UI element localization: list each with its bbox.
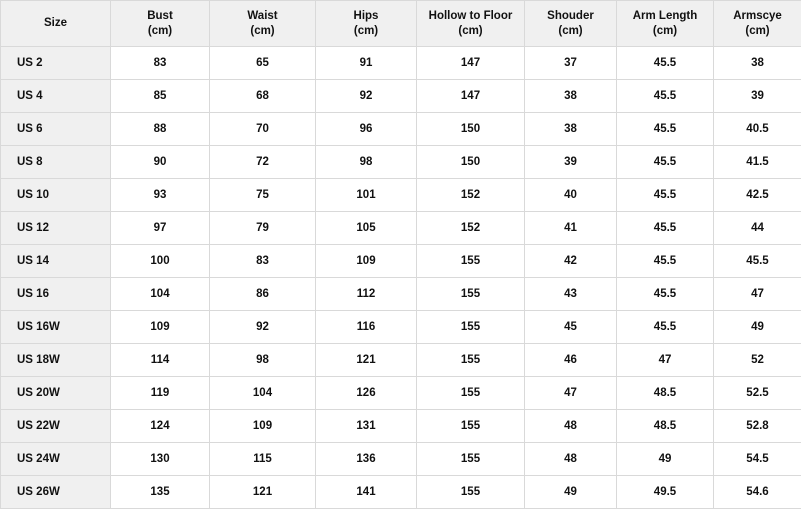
- measurement-cell: 39: [714, 80, 801, 113]
- measurement-cell: 121: [210, 476, 316, 509]
- measurement-cell: 112: [316, 278, 417, 311]
- measurement-cell: 131: [316, 410, 417, 443]
- measurement-cell: 42.5: [714, 179, 801, 212]
- table-row: [1, 212, 801, 245]
- size-label-cell: US 14: [1, 245, 111, 278]
- measurement-cell: 104: [111, 278, 210, 311]
- measurement-cell: 42: [525, 245, 617, 278]
- column-header-unit: (cm): [316, 24, 416, 38]
- table-row: [1, 410, 801, 443]
- measurement-cell: 79: [210, 212, 316, 245]
- measurement-cell: 124: [111, 410, 210, 443]
- measurement-cell: 155: [417, 476, 525, 509]
- measurement-cell: 75: [210, 179, 316, 212]
- table-row: [1, 344, 801, 377]
- column-header-hollow-to-floor: [417, 1, 525, 47]
- size-label-cell: US 24W: [1, 443, 111, 476]
- measurement-cell: 98: [210, 344, 316, 377]
- measurement-cell: 155: [417, 443, 525, 476]
- table-row: [1, 476, 801, 509]
- measurement-cell: 49: [617, 443, 714, 476]
- table-row: [1, 311, 801, 344]
- measurement-cell: 90: [111, 146, 210, 179]
- measurement-cell: 54.6: [714, 476, 801, 509]
- measurement-cell: 96: [316, 113, 417, 146]
- measurement-cell: 155: [417, 278, 525, 311]
- measurement-cell: 54.5: [714, 443, 801, 476]
- measurement-cell: 45.5: [617, 245, 714, 278]
- column-header-waist: [210, 1, 316, 47]
- measurement-cell: 47: [525, 377, 617, 410]
- measurement-cell: 155: [417, 344, 525, 377]
- measurement-cell: 46: [525, 344, 617, 377]
- measurement-cell: 104: [210, 377, 316, 410]
- measurement-cell: 72: [210, 146, 316, 179]
- measurement-cell: 70: [210, 113, 316, 146]
- size-label-cell: US 26W: [1, 476, 111, 509]
- measurement-cell: 109: [210, 410, 316, 443]
- measurement-cell: 39: [525, 146, 617, 179]
- column-header-label: Hollow to Floor: [429, 10, 513, 22]
- size-label-cell: US 16W: [1, 311, 111, 344]
- table-row: [1, 146, 801, 179]
- measurement-cell: 45.5: [617, 212, 714, 245]
- column-header-label: Arm Length: [633, 10, 698, 22]
- size-label-cell: US 18W: [1, 344, 111, 377]
- measurement-cell: 147: [417, 80, 525, 113]
- measurement-cell: 150: [417, 113, 525, 146]
- column-header-unit: (cm): [111, 24, 209, 38]
- measurement-cell: 43: [525, 278, 617, 311]
- measurement-cell: 65: [210, 47, 316, 80]
- measurement-cell: 45.5: [617, 311, 714, 344]
- measurement-cell: 52: [714, 344, 801, 377]
- measurement-cell: 147: [417, 47, 525, 80]
- column-header-unit: (cm): [617, 24, 713, 38]
- measurement-cell: 38: [714, 47, 801, 80]
- measurement-cell: 45.5: [617, 278, 714, 311]
- column-header-bust: [111, 1, 210, 47]
- measurement-cell: 48: [525, 410, 617, 443]
- measurement-cell: 155: [417, 245, 525, 278]
- measurement-cell: 45.5: [617, 113, 714, 146]
- size-label-cell: US 4: [1, 80, 111, 113]
- measurement-cell: 101: [316, 179, 417, 212]
- column-header-label: Shouder: [547, 10, 594, 22]
- column-header-armscye: [714, 1, 801, 47]
- size-label-cell: US 2: [1, 47, 111, 80]
- size-label-cell: US 16: [1, 278, 111, 311]
- measurement-cell: 45.5: [617, 179, 714, 212]
- table-row: [1, 278, 801, 311]
- measurement-cell: 109: [316, 245, 417, 278]
- measurement-cell: 155: [417, 377, 525, 410]
- measurement-cell: 155: [417, 311, 525, 344]
- measurement-cell: 136: [316, 443, 417, 476]
- column-header-label: Armscye: [733, 10, 782, 22]
- measurement-cell: 88: [111, 113, 210, 146]
- table-row: [1, 113, 801, 146]
- measurement-cell: 47: [617, 344, 714, 377]
- measurement-cell: 68: [210, 80, 316, 113]
- measurement-cell: 52.8: [714, 410, 801, 443]
- measurement-cell: 116: [316, 311, 417, 344]
- measurement-cell: 83: [210, 245, 316, 278]
- measurement-cell: 49: [714, 311, 801, 344]
- measurement-cell: 38: [525, 80, 617, 113]
- measurement-cell: 45.5: [617, 47, 714, 80]
- measurement-cell: 92: [316, 80, 417, 113]
- measurement-cell: 126: [316, 377, 417, 410]
- table-row: [1, 443, 801, 476]
- header-row: [1, 1, 801, 47]
- measurement-cell: 97: [111, 212, 210, 245]
- measurement-cell: 92: [210, 311, 316, 344]
- measurement-cell: 121: [316, 344, 417, 377]
- measurement-cell: 49: [525, 476, 617, 509]
- size-label-cell: US 10: [1, 179, 111, 212]
- measurement-cell: 105: [316, 212, 417, 245]
- measurement-cell: 100: [111, 245, 210, 278]
- table-row: [1, 47, 801, 80]
- measurement-cell: 141: [316, 476, 417, 509]
- measurement-cell: 45: [525, 311, 617, 344]
- size-label-cell: US 20W: [1, 377, 111, 410]
- size-label-cell: US 12: [1, 212, 111, 245]
- table-row: [1, 377, 801, 410]
- column-header-size: [1, 1, 111, 47]
- size-label-cell: US 22W: [1, 410, 111, 443]
- size-label-cell: US 6: [1, 113, 111, 146]
- column-header-unit: (cm): [714, 24, 801, 38]
- column-header-shouder: [525, 1, 617, 47]
- measurement-cell: 152: [417, 179, 525, 212]
- column-header-unit: (cm): [210, 24, 315, 38]
- column-header-label: Bust: [147, 10, 173, 22]
- measurement-cell: 115: [210, 443, 316, 476]
- size-label-cell: US 8: [1, 146, 111, 179]
- measurement-cell: 109: [111, 311, 210, 344]
- measurement-cell: 130: [111, 443, 210, 476]
- measurement-cell: 85: [111, 80, 210, 113]
- measurement-cell: 119: [111, 377, 210, 410]
- measurement-cell: 86: [210, 278, 316, 311]
- measurement-cell: 44: [714, 212, 801, 245]
- measurement-cell: 114: [111, 344, 210, 377]
- measurement-cell: 40: [525, 179, 617, 212]
- column-header-unit: (cm): [525, 24, 616, 38]
- table-body: [1, 47, 801, 509]
- column-header-label: Size: [44, 17, 67, 29]
- measurement-cell: 48: [525, 443, 617, 476]
- measurement-cell: 98: [316, 146, 417, 179]
- measurement-cell: 135: [111, 476, 210, 509]
- measurement-cell: 47: [714, 278, 801, 311]
- measurement-cell: 150: [417, 146, 525, 179]
- measurement-cell: 48.5: [617, 377, 714, 410]
- column-header-hips: [316, 1, 417, 47]
- measurement-cell: 152: [417, 212, 525, 245]
- table-header: [1, 1, 801, 47]
- measurement-cell: 41.5: [714, 146, 801, 179]
- column-header-unit: (cm): [417, 24, 524, 38]
- measurement-cell: 52.5: [714, 377, 801, 410]
- measurement-cell: 40.5: [714, 113, 801, 146]
- measurement-cell: 155: [417, 410, 525, 443]
- measurement-cell: 49.5: [617, 476, 714, 509]
- measurement-cell: 37: [525, 47, 617, 80]
- measurement-cell: 45.5: [617, 80, 714, 113]
- measurement-cell: 83: [111, 47, 210, 80]
- table-row: [1, 179, 801, 212]
- measurement-cell: 93: [111, 179, 210, 212]
- measurement-cell: 45.5: [714, 245, 801, 278]
- table-row: [1, 80, 801, 113]
- measurement-cell: 41: [525, 212, 617, 245]
- measurement-cell: 45.5: [617, 146, 714, 179]
- column-header-arm-length: [617, 1, 714, 47]
- column-header-label: Waist: [247, 10, 277, 22]
- measurement-cell: 48.5: [617, 410, 714, 443]
- table-row: [1, 245, 801, 278]
- column-header-label: Hips: [354, 10, 379, 22]
- measurement-cell: 38: [525, 113, 617, 146]
- measurement-cell: 91: [316, 47, 417, 80]
